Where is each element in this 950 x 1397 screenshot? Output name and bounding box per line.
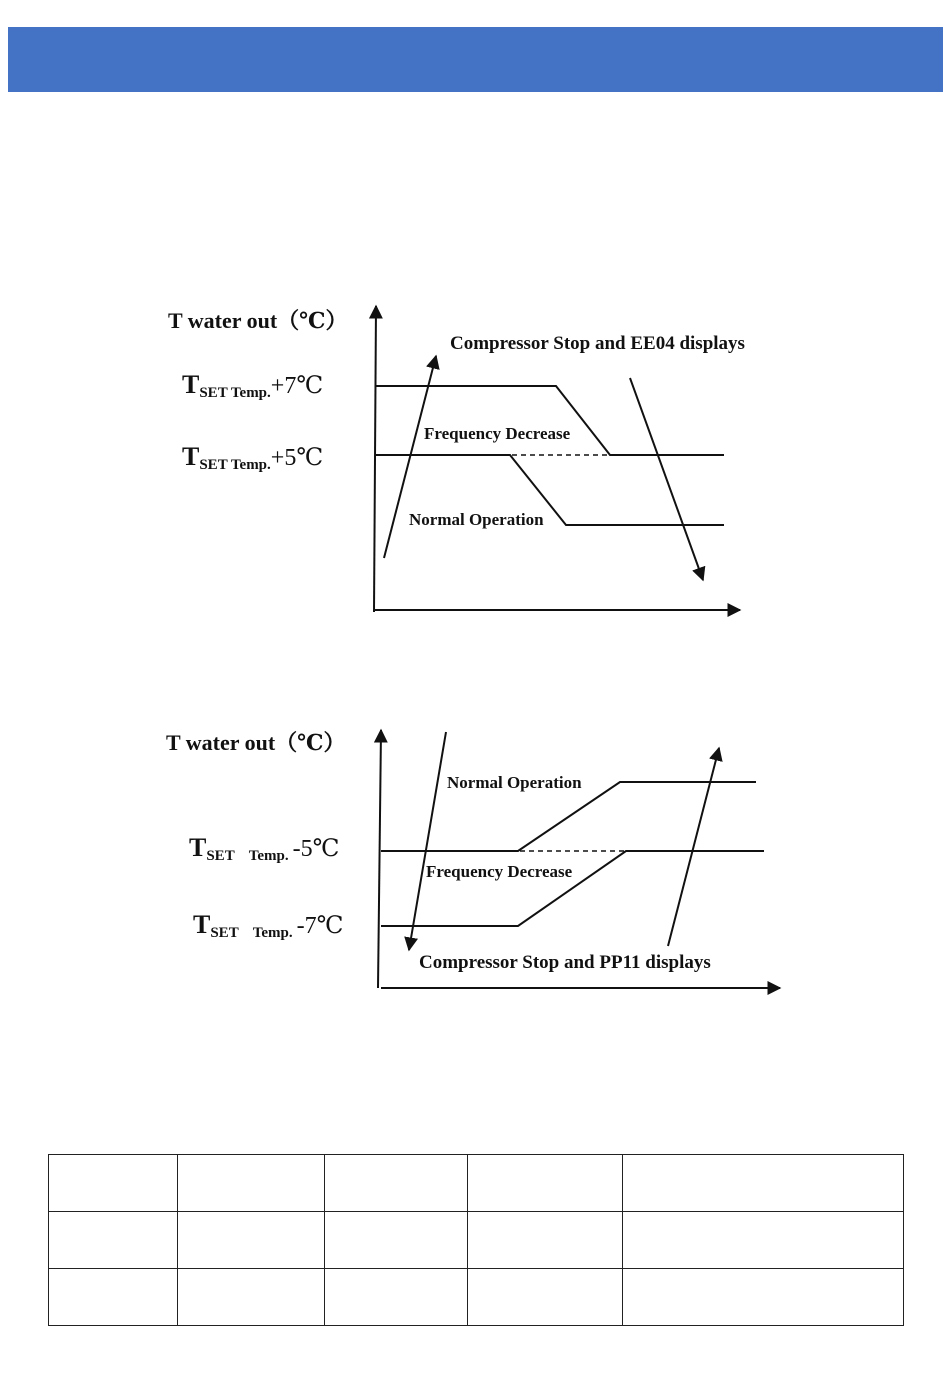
normal-operation-label: Normal Operation bbox=[447, 773, 582, 792]
normal-operation-label: Normal Operation bbox=[409, 510, 544, 529]
level-high-label: TSET Temp. -5℃ bbox=[189, 833, 340, 864]
table-row bbox=[49, 1155, 904, 1212]
table-cell bbox=[325, 1212, 468, 1269]
freq-threshold-line bbox=[381, 782, 756, 851]
header-bar bbox=[8, 27, 943, 92]
frequency-decrease-label: Frequency Decrease bbox=[426, 862, 573, 881]
table-cell bbox=[49, 1212, 178, 1269]
table-cell bbox=[49, 1155, 178, 1212]
level-high-label: TSET Temp.+7℃ bbox=[182, 370, 324, 401]
level-low-label: TSET Temp. -7℃ bbox=[193, 910, 344, 941]
falling-arrow bbox=[409, 732, 446, 950]
table-cell bbox=[468, 1155, 623, 1212]
cooling-protection-diagram bbox=[0, 290, 950, 630]
rising-arrow bbox=[668, 748, 719, 946]
y-axis bbox=[378, 730, 381, 988]
table-cell bbox=[49, 1269, 178, 1326]
compressor-stop-label: Compressor Stop and EE04 displays bbox=[450, 333, 745, 354]
y-axis-label: T water out（℃） bbox=[166, 730, 346, 755]
table-cell bbox=[178, 1212, 325, 1269]
table-cell bbox=[325, 1269, 468, 1326]
y-axis-label: T water out（℃） bbox=[168, 308, 348, 333]
falling-arrow bbox=[630, 378, 703, 580]
table-cell bbox=[468, 1212, 623, 1269]
table-row bbox=[49, 1269, 904, 1326]
level-low-label: TSET Temp.+5℃ bbox=[182, 442, 324, 473]
table-cell bbox=[623, 1155, 904, 1212]
table-cell bbox=[468, 1269, 623, 1326]
table-cell bbox=[623, 1212, 904, 1269]
heating-protection-diagram bbox=[0, 715, 950, 1005]
table-cell bbox=[325, 1155, 468, 1212]
table-cell bbox=[178, 1269, 325, 1326]
stop-threshold-line bbox=[376, 386, 724, 455]
compressor-stop-label: Compressor Stop and PP11 displays bbox=[419, 952, 711, 973]
table-cell bbox=[623, 1269, 904, 1326]
parameter-table bbox=[48, 1154, 904, 1326]
y-axis bbox=[374, 306, 376, 612]
table-cell bbox=[178, 1155, 325, 1212]
table-row bbox=[49, 1212, 904, 1269]
frequency-decrease-label: Frequency Decrease bbox=[424, 424, 571, 443]
